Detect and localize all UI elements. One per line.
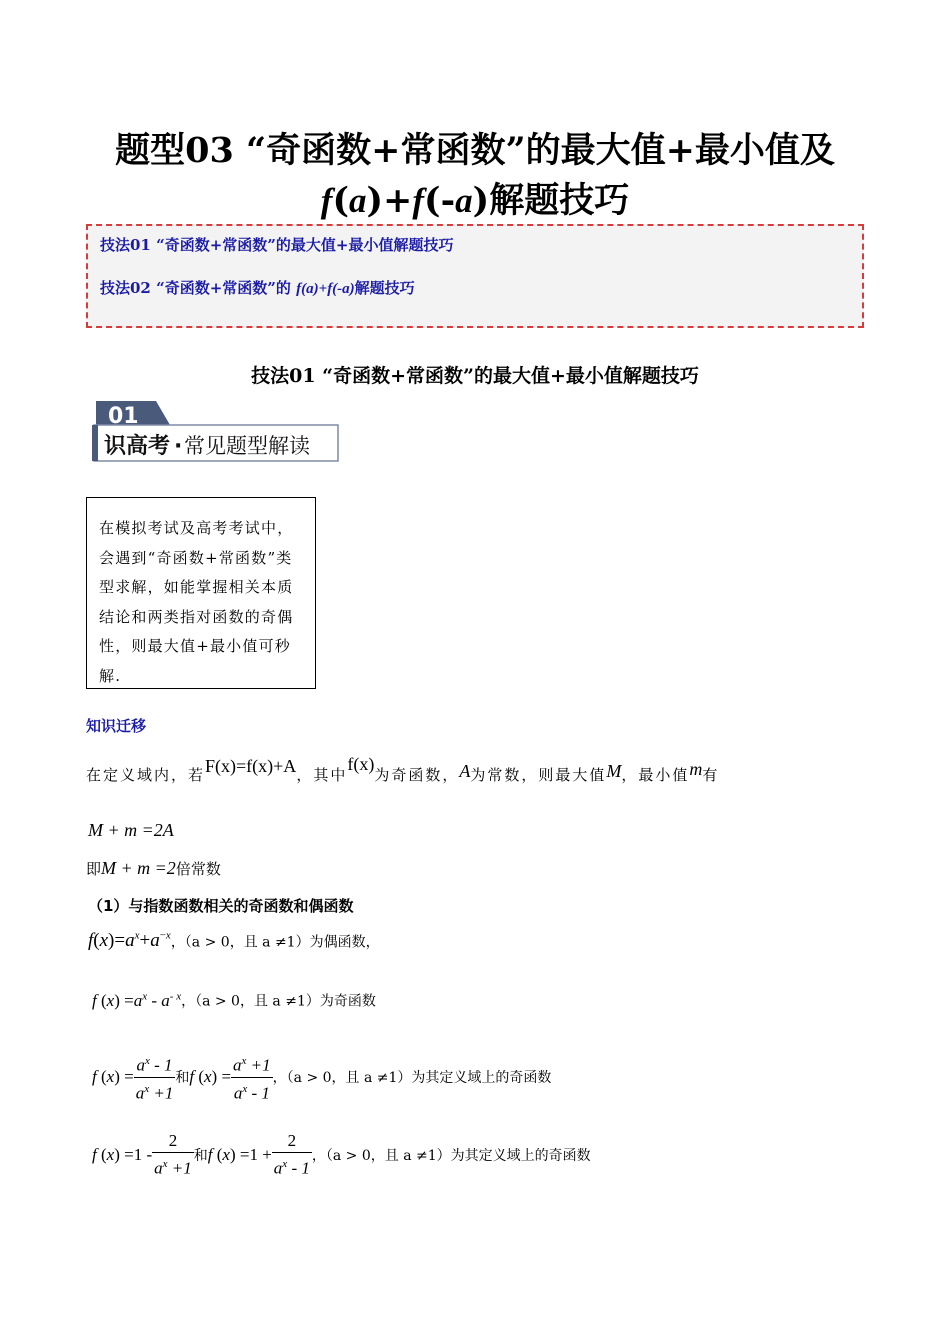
toc-item-2[interactable]: 技法02 “奇函数+常函数”的 f(a)+f(-a)解题技巧 <box>100 279 415 297</box>
banner-number: 01 <box>108 404 139 429</box>
formula-row-fraction-2: f (x) =1 - $\frac{2}{a^x +1}$ 和f (x) =1 + $\frac{2}{a^x - 1}$ ，（a > 0，且 a ≠1）为其定义域上的奇函数 <box>92 1131 591 1178</box>
definition-paragraph: 在定义域内，若F(x)=f(x)+A，其中f(x)为奇函数，A为常数，则最大值M，最小值m有 <box>86 754 720 784</box>
banner-label-bold: 识高考 <box>104 434 171 459</box>
knowledge-title: 知识迁移 <box>86 717 147 735</box>
banner-label-rest: 常见题型解读 <box>184 434 310 458</box>
intro-box: 在模拟考试及高考考试中，会遇到“奇函数+常函数”类型求解，如能掌握相关本质结论和两类指对函数的奇偶性，则最大值+最小值可秒解. <box>86 497 316 689</box>
toc-item-1[interactable]: 技法01 “奇函数+常函数”的最大值+最小值解题技巧 <box>100 236 454 254</box>
toc-box <box>86 224 864 328</box>
page-title-line2: f(a)+f(-a)解题技巧 <box>320 180 630 221</box>
equation-sum: M + m =2A <box>88 820 174 840</box>
banner-label-sep: · <box>174 434 183 459</box>
formula-row-even: $f(x)=a^x+a^{-x}$，（a > 0，且 a ≠1）为偶函数， <box>88 930 380 952</box>
page-title-line1: 题型03 “奇函数+常函数”的最大值+最小值及 <box>115 130 835 171</box>
banner-graphic <box>86 397 340 467</box>
subsection-title: （1）与指数函数相关的奇函数和偶函数 <box>88 897 354 915</box>
formula-row-odd: f $(x) =a^x - a^{- x}$，（a > 0，且 a ≠1）为奇函数 <box>92 990 376 1010</box>
formula-row-fraction-1: f (x) = $\frac{a^x - 1}{a^x +1}$ 和f (x) = $\frac{a^x +1}{a^x - 1}$ ，（a > 0，且 a ≠1）为其定义域上的奇函数 <box>92 1050 551 1104</box>
section-heading: 技法01 “奇函数+常函数”的最大值+最小值解题技巧 <box>251 365 699 387</box>
sum-note: 即M + m =2倍常数 <box>86 858 221 878</box>
section-banner <box>86 397 340 467</box>
